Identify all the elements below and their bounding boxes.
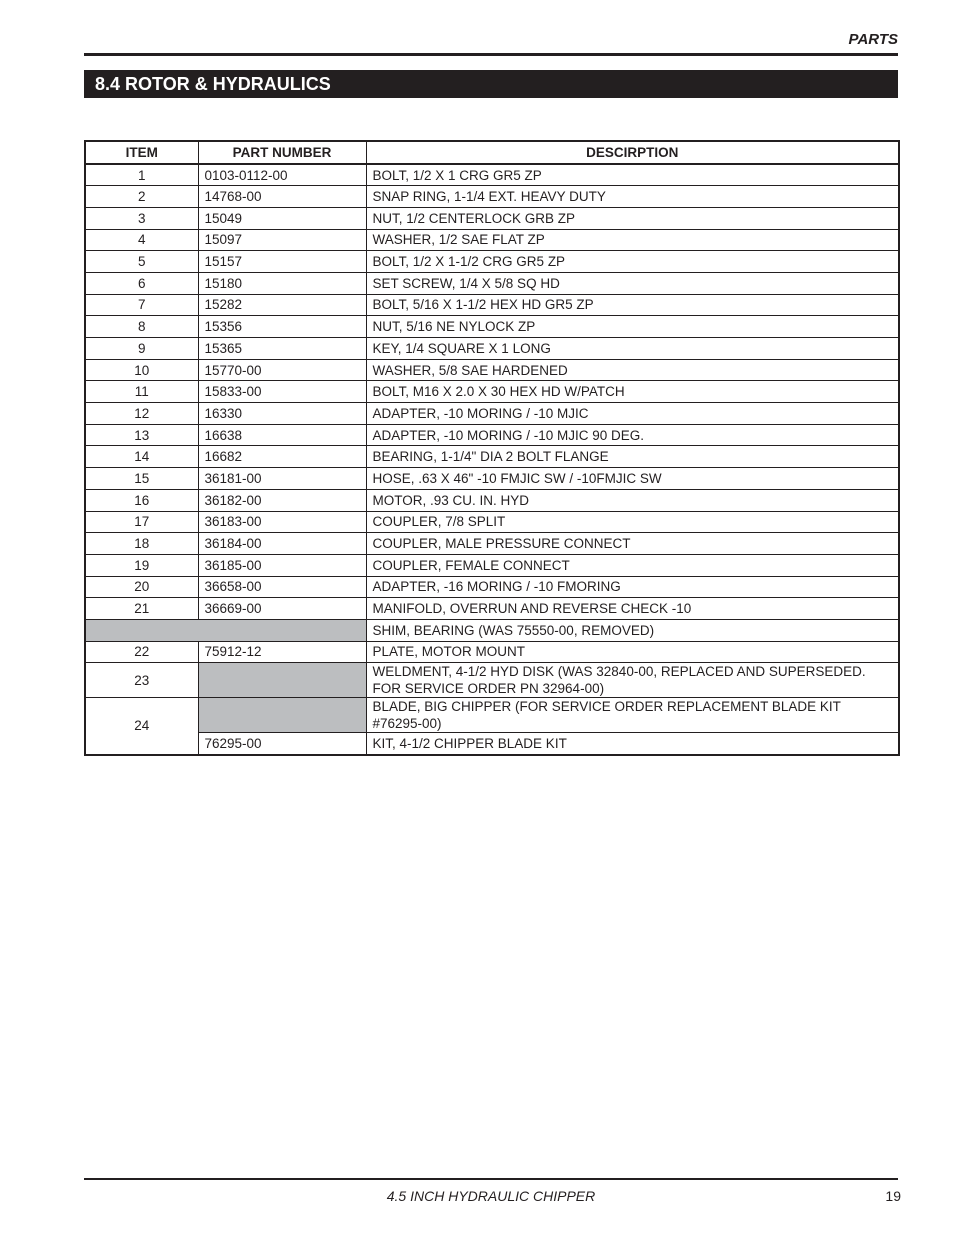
item-number: 5 (85, 251, 198, 273)
table-row (85, 316, 899, 338)
description: WASHER, 1/2 SAE FLAT ZP (366, 229, 899, 251)
table-row (85, 207, 899, 229)
section-title: 8.4 ROTOR & HYDRAULICS (84, 70, 898, 98)
description: NUT, 5/16 NE NYLOCK ZP (366, 316, 899, 338)
item-number: 3 (85, 207, 198, 229)
item-number: 7 (85, 294, 198, 316)
parts-table (84, 140, 900, 756)
description: BEARING, 1-1/4" DIA 2 BOLT FLANGE (366, 446, 899, 468)
table-row (85, 598, 899, 620)
description: ADAPTER, -16 MORING / -10 FMORING (366, 576, 899, 598)
part-number: 36181-00 (198, 468, 366, 490)
table-row (85, 663, 899, 698)
item-number: 12 (85, 403, 198, 425)
item-number: 21 (85, 598, 198, 620)
table-row (85, 251, 899, 273)
item-number: 19 (85, 554, 198, 576)
part-number: 15097 (198, 229, 366, 251)
shim-description: SHIM, BEARING (WAS 75550-00, REMOVED) (366, 619, 899, 641)
header-rule (84, 53, 898, 56)
description: BOLT, 1/2 X 1-1/2 CRG GR5 ZP (366, 251, 899, 273)
shim-blank-cell (85, 619, 366, 641)
part-number: 16638 (198, 424, 366, 446)
table-row (85, 381, 899, 403)
item-number: 14 (85, 446, 198, 468)
header-item: ITEM (85, 141, 198, 164)
part-number: 15049 (198, 207, 366, 229)
description: KEY, 1/4 SQUARE X 1 LONG (366, 338, 899, 360)
part-number-blank (198, 663, 366, 698)
table-row (85, 272, 899, 294)
parts-table-body (85, 164, 899, 755)
description: MOTOR, .93 CU. IN. HYD (366, 489, 899, 511)
page-number: 19 (885, 1188, 901, 1204)
footer-title: 4.5 INCH HYDRAULIC CHIPPER (386, 1188, 596, 1204)
part-number: 36184-00 (198, 533, 366, 555)
table-row (85, 489, 899, 511)
item-number: 11 (85, 381, 198, 403)
description: PLATE, MOTOR MOUNT (366, 641, 899, 663)
part-number: 36669-00 (198, 598, 366, 620)
part-number: 36658-00 (198, 576, 366, 598)
part-number: 15833-00 (198, 381, 366, 403)
table-row (85, 359, 899, 381)
table-row (85, 338, 899, 360)
part-number: 15282 (198, 294, 366, 316)
running-header: PARTS (848, 31, 898, 48)
part-number-blank (198, 698, 366, 733)
description: ADAPTER, -10 MORING / -10 MJIC 90 DEG. (366, 424, 899, 446)
item-number: 1 (85, 164, 198, 186)
table-row (85, 294, 899, 316)
header-part-number: PART NUMBER (198, 141, 366, 164)
item-number: 18 (85, 533, 198, 555)
description: COUPLER, 7/8 SPLIT (366, 511, 899, 533)
description: MANIFOLD, OVERRUN AND REVERSE CHECK -10 (366, 598, 899, 620)
table-row (85, 186, 899, 208)
item-number: 10 (85, 359, 198, 381)
description: COUPLER, FEMALE CONNECT (366, 554, 899, 576)
item-number: 16 (85, 489, 198, 511)
header-description: DESCIRPTION (366, 141, 899, 164)
table-header-row (85, 141, 899, 164)
item-number: 20 (85, 576, 198, 598)
part-number: 15365 (198, 338, 366, 360)
part-number: 36183-00 (198, 511, 366, 533)
table-row (85, 533, 899, 555)
description: HOSE, .63 X 46" -10 FMJIC SW / -10FMJIC SW (366, 468, 899, 490)
description: SET SCREW, 1/4 X 5/8 SQ HD (366, 272, 899, 294)
description: BOLT, 5/16 X 1-1/2 HEX HD GR5 ZP (366, 294, 899, 316)
description: NUT, 1/2 CENTERLOCK GRB ZP (366, 207, 899, 229)
part-number: 14768-00 (198, 186, 366, 208)
table-row (85, 424, 899, 446)
item-number: 22 (85, 641, 198, 663)
item-number: 6 (85, 272, 198, 294)
part-number: 76295-00 (198, 733, 366, 755)
part-number: 16682 (198, 446, 366, 468)
description: BOLT, M16 X 2.0 X 30 HEX HD W/PATCH (366, 381, 899, 403)
part-number: 15180 (198, 272, 366, 294)
table-row (85, 641, 899, 663)
part-number: 0103-0112-00 (198, 164, 366, 186)
item-number: 17 (85, 511, 198, 533)
item-number: 9 (85, 338, 198, 360)
description: BLADE, BIG CHIPPER (FOR SERVICE ORDER REPLACEMENT BLADE KIT #76295-00) (366, 698, 899, 733)
part-number: 15770-00 (198, 359, 366, 381)
table-row (85, 733, 899, 755)
description: WASHER, 5/8 SAE HARDENED (366, 359, 899, 381)
description: WELDMENT, 4-1/2 HYD DISK (WAS 32840-00, REPLACED AND SUPERSEDED. FOR SERVICE ORDER PN 32964-00) (366, 663, 899, 698)
table-row (85, 554, 899, 576)
part-number: 15356 (198, 316, 366, 338)
item-number: 13 (85, 424, 198, 446)
table-row (85, 468, 899, 490)
part-number: 36182-00 (198, 489, 366, 511)
description: KIT, 4-1/2 CHIPPER BLADE KIT (366, 733, 899, 755)
description: COUPLER, MALE PRESSURE CONNECT (366, 533, 899, 555)
item-number: 2 (85, 186, 198, 208)
table-row (85, 698, 899, 733)
item-number: 24 (85, 698, 198, 755)
description: ADAPTER, -10 MORING / -10 MJIC (366, 403, 899, 425)
item-number: 15 (85, 468, 198, 490)
description: BOLT, 1/2 X 1 CRG GR5 ZP (366, 164, 899, 186)
item-number: 23 (85, 663, 198, 698)
table-row (85, 164, 899, 186)
table-row-shim (85, 619, 899, 641)
footer-rule (84, 1178, 898, 1180)
part-number: 36185-00 (198, 554, 366, 576)
table-row (85, 576, 899, 598)
table-row (85, 403, 899, 425)
table-row (85, 446, 899, 468)
part-number: 75912-12 (198, 641, 366, 663)
part-number: 15157 (198, 251, 366, 273)
description: SNAP RING, 1-1/4 EXT. HEAVY DUTY (366, 186, 899, 208)
table-row (85, 511, 899, 533)
table-row (85, 229, 899, 251)
item-number: 4 (85, 229, 198, 251)
item-number: 8 (85, 316, 198, 338)
part-number: 16330 (198, 403, 366, 425)
